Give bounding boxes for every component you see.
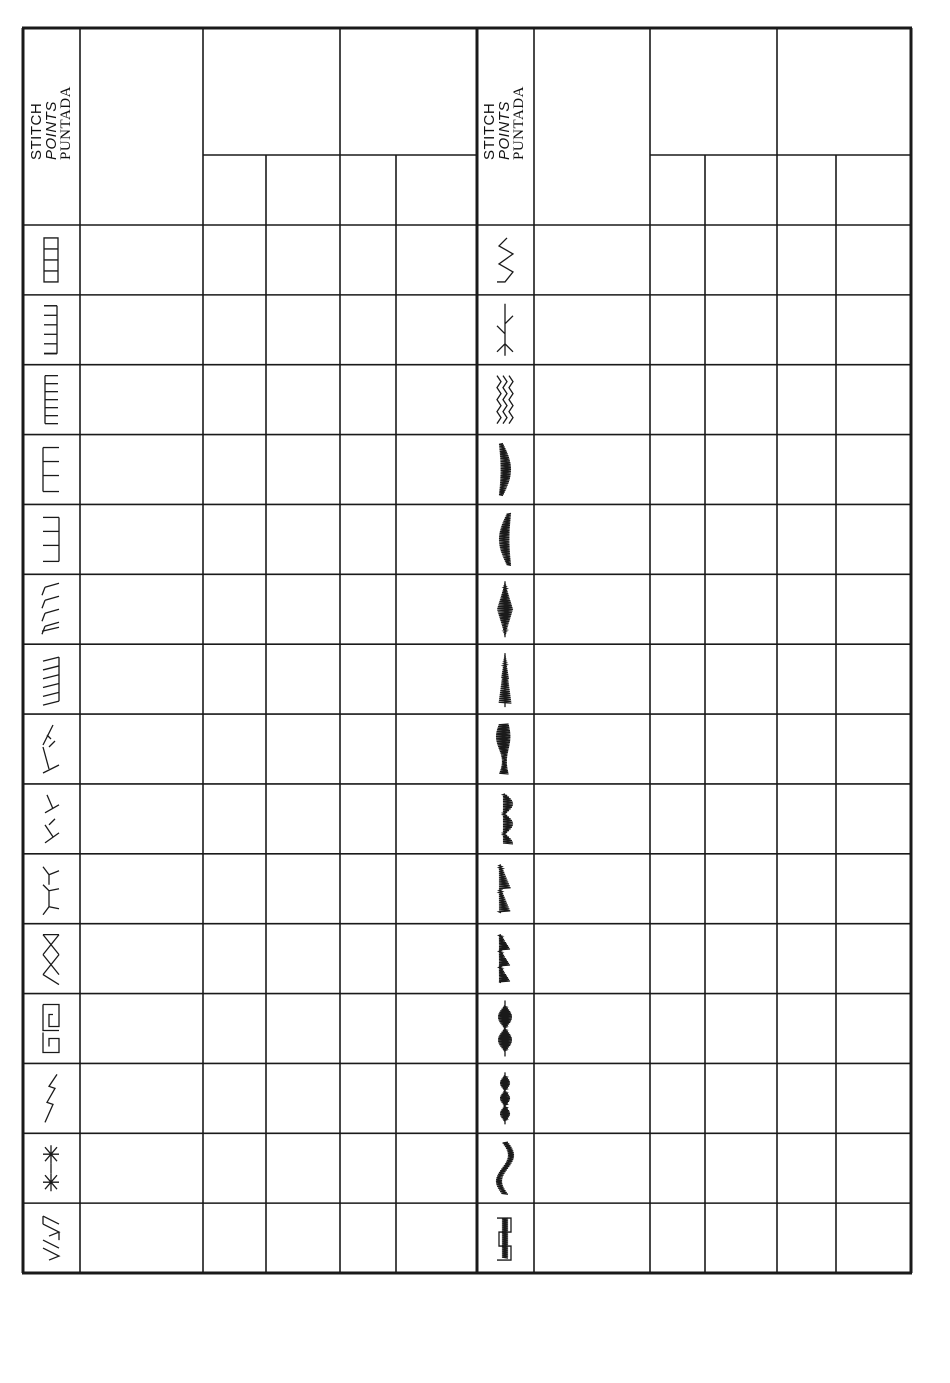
star-dash-icon [43,1145,59,1191]
honeycomb-icon [497,376,513,424]
cross-stitch-icon [43,935,59,985]
stitch-icons [42,238,514,1260]
y-branch-icon [43,867,59,915]
zigzag-open-icon [497,238,513,282]
satin-peaks-icon [503,794,513,844]
header-puntada-label: PUNTADA [58,86,74,160]
satin-ramp-icon [499,935,510,983]
satin-tree-icon [499,653,512,707]
stitch-column-header-right [482,86,527,160]
feather-dash-icon [45,795,59,843]
header-stitch-label: STITCH [28,102,45,160]
header-points-label: POINTS [496,101,513,160]
wide-comb-up-icon [43,517,59,561]
header-stitch-label: STITCH [481,102,498,160]
header-puntada-label: PUNTADA [511,86,527,160]
lightning-icon [45,1074,57,1122]
satin-triangle-icon [499,865,511,913]
feather-open-icon [43,725,59,773]
satin-wave-icon [496,724,510,774]
header-points-label: POINTS [43,101,60,160]
wide-comb-down-icon [43,448,59,492]
satin-s-curve-icon [496,1142,514,1194]
comb-up-icon [44,306,57,354]
stitch-column-header-left [29,86,74,160]
arrow-feather-icon [497,304,513,356]
chevron-blanket-icon [43,1216,59,1260]
satin-step-icon [497,1218,511,1260]
table-gridlines [22,28,912,1273]
slant-comb-icon [43,657,59,705]
satin-crescent-right-icon [499,444,511,496]
satin-diamond-arrow-icon [497,581,513,637]
satin-oval-icon [498,1000,512,1056]
greek-key-icon [43,1004,59,1052]
satin-crescent-left-icon [499,513,511,565]
box-ladder-icon [44,238,58,282]
comb-down-icon [45,376,58,424]
satin-wave-small-icon [500,1072,510,1124]
slant-bars-icon [42,583,59,634]
